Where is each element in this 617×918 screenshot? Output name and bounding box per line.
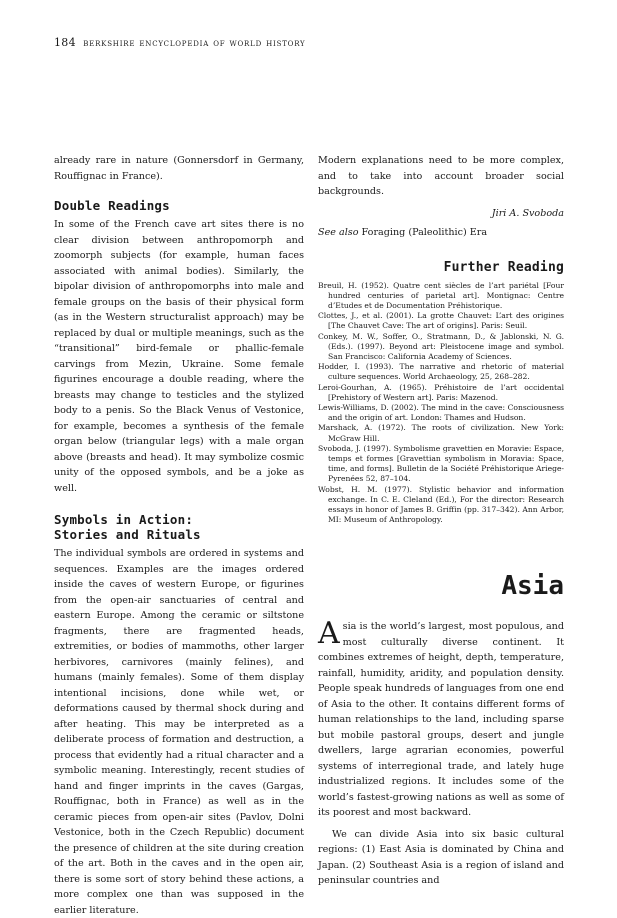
article-title-asia: Asia — [501, 571, 564, 602]
reference-item: Marshack, A. (1972). The roots of civilization. New York: McGraw Hill. — [318, 423, 564, 443]
asia-intro-paragraph — [318, 616, 564, 821]
see-also-label: See also — [318, 226, 359, 238]
double-readings-paragraph: In some of the French cave art sites there is no clear division between anthropomorph and zoomorph subjects (for example, human faces associated with animal bodies). Similarly, the bipolar division of anthropomorphs into male and female groups on the basis of their physical form (as in the Western structuralist approach) may be replaced by dual or multiple meanings, such as the “transitional” bird-female or phallic-female carvings from Mezin, Ukraine. Some female figurines encourage a double reading, where the breasts may change to testicles and the stylized body to a penis. So the Black Venus of Vestonice, for example, becomes a synthesis of the female organ below (triangular legs) with a male organ above (breasts and head). It may symbolize cosmic unity of the opposed symbols, and be a joke as well. — [54, 219, 304, 494]
running-header — [54, 36, 305, 49]
heading-line-2: Stories and Rituals — [54, 527, 201, 542]
reference-item: Clottes, J., et al. (2001). La grotte Chauvet: L’art des origines [The Chauvet Cave: The art of origins]. Paris: Seuil. — [318, 311, 564, 331]
reference-item: Conkey, M. W., Soffer, O., Stratmann, D., & Jablonski, N. G. (Eds.). (1997). Beyond art: Pleistocene image and symbol. San Francisco: California Academy of Sciences. — [318, 331, 564, 361]
asia-intro-text: sia is the world’s largest, most populous, and most culturally diverse continent. It combines extremes of height, depth, temperature, rainfall, humidity, aridity, and population density. People speak hundreds of languages from one end of Asia to the other. It contains different forms of human relationships to the land, including sparse but mobile pastoral groups, desert and jungle dwellers, large agrarian economies, powerful systems of interregional trade, and lately huge industrialized regions. It includes some of the world’s fastest-growing nations as well as some of its poorest and most backward. — [318, 621, 564, 819]
asia-regions-paragraph: We can divide Asia into six basic cultural regions: (1) East Asia is dominated by China and Japan. (2) Southeast Asia is a region of island and peninsular countries and — [318, 828, 564, 887]
closing-paragraph: Modern explanations need to be more complex, and to take into account broader social backgrounds. — [318, 155, 564, 197]
further-reading-heading: Further Reading — [443, 259, 564, 275]
right-column — [318, 153, 564, 889]
drop-cap: A — [318, 616, 340, 652]
running-title: berkshire encyclopedia of world history — [83, 37, 306, 49]
reference-item: Lewis-Williams, D. (2002). The mind in the cave: Consciousness and the origin of art. London: Thames and Hudson. — [318, 402, 564, 423]
see-also — [318, 227, 564, 238]
reference-item: Wobst, H. M. (1977). Stylistic behavior and information exchange. In C. E. Cleland (Ed.), For the director: Research essays in honor of James B. Griffin (pp. 317–342). Ann Arbor, MI: Museum of Anthropology. — [318, 484, 564, 525]
left-column — [54, 153, 304, 918]
author-signature: Jiri A. Svoboda — [491, 207, 564, 219]
section-heading-symbols-in-action — [54, 512, 304, 542]
heading-line-1: Symbols in Action: — [54, 512, 194, 527]
reference-list — [318, 281, 564, 526]
page-number: 184 — [54, 36, 76, 49]
reference-item: Svoboda, J. (1997). Symbolisme gravettien en Moravie: Espace, temps et formes [Gravettian symbolism in Moravia: Space, time, and forms]. Bulletin de la Société Préhistorique Ariege-Pyrenées 52, 87–104. — [318, 443, 564, 484]
intro-paragraph: already rare in nature (Gonnersdorf in Germany, Rouffignac in France). — [54, 155, 304, 182]
symbols-in-action-paragraph: The individual symbols are ordered in systems and sequences. Examples are the images ordered inside the caves of western Europe, or figurines from the open-air sanctuaries of central and eastern Europe. Among the ceramic or siltstone fragments, there are fragmented heads, extremities, or bodies of mammoths, other larger herbivores, carnivores (mainly felines), and humans (mainly females). Some of them display intentional incisions, done while wet, or deformations caused by thermal shock during and after heating. This may be interpreted as a deliberate process of formation and destruction, a process that evidently had a ritual character and a symbolic meaning. Interestingly, recent studies of hand and finger imprints in the caves (Gargas, Rouffignac, both in France) as well as in the ceramic pieces from open-air sites (Pavlov, Dolni Vestonice, both in the Czech Republic) document the presence of children at the site during creation of the art. Both in the caves and in the open air, there is some sort of story behind these actions, a more complex one than was supposed in the earlier literature. — [54, 548, 304, 916]
reference-item: Hodder, I. (1993). The narrative and rhetoric of material culture sequences. World Archaeology, 25, 268–282. — [318, 362, 564, 382]
reference-item: Leroi-Gourhan, A. (1965). Préhistoire de l’art occidental [Prehistory of Western art]. Paris: Mazenod. — [318, 382, 564, 402]
see-also-link[interactable]: Foraging (Paleolithic) Era — [361, 226, 488, 238]
reference-item: Breuil, H. (1952). Quatre cent siècles de l’art pariétal [Four hundred centuries of parietal art]. Montignac: Centre d’Etudes et de Documentation Préhistorique. — [318, 280, 564, 310]
section-heading-double-readings: Double Readings — [54, 198, 170, 213]
